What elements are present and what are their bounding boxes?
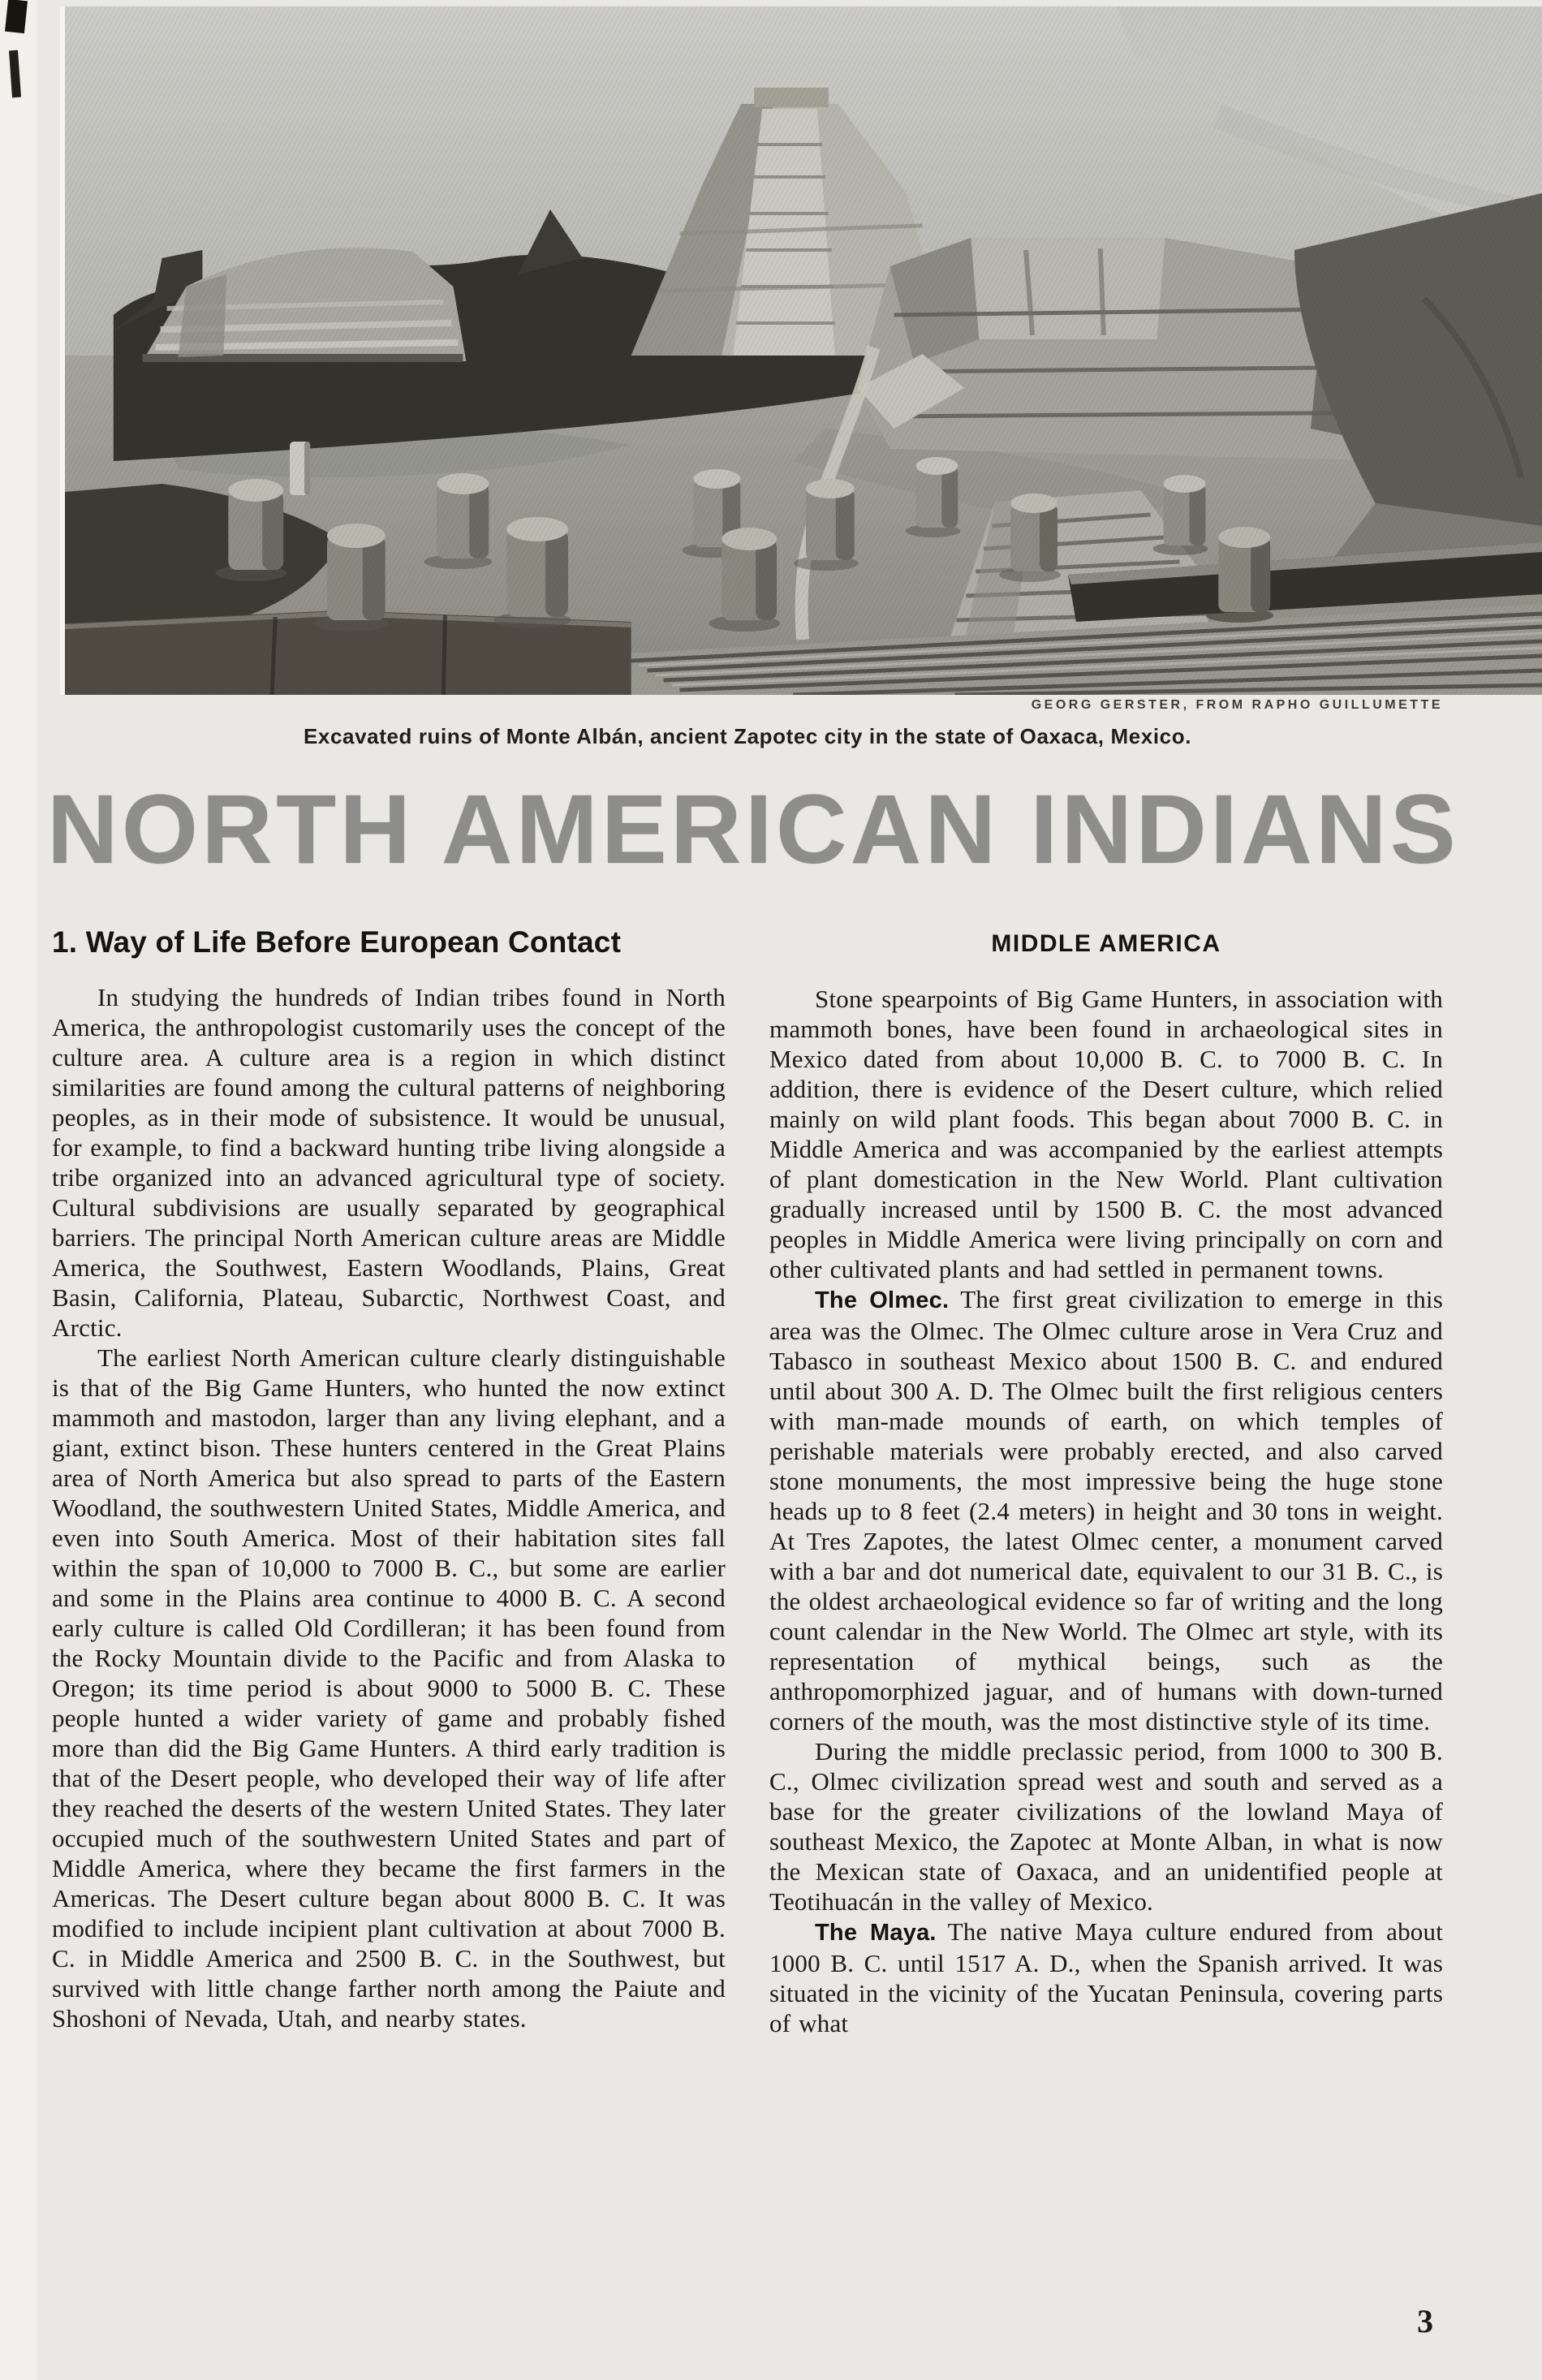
page-number: 3 <box>1417 2303 1433 2339</box>
monte-alban-photo <box>60 6 1542 695</box>
paragraph: The earliest North American culture clearly distinguishable is that of the Big Game Hunters, who hunted the now extinct mammoth and mastodon, larger than any living elephant, and a giant, extinct bison. These hunters centered in the Great Plains area of North America but also spread to parts of the Eastern Woodland, the southwestern United States, Middle America, and even into South America. Most of their habitation sites fall within the span of 10,000 to 7000 B. C., but some are earlier and some in the Plains area continue to 4000 B. C. A second early culture is called Old Cordilleran; it has been found from the Rocky Mountain divide to the Pacific and from Alaska to Oregon; its time period is about 9000 to 5000 B. C. These people hunted a wider variety of game and probably fished more than did the Big Game Hunters. A third early tradition is that of the Desert people, who developed their way of life after they reached the deserts of the western United States. They later occupied much of the southwestern United States and part of Middle America, where they became the first farmers in the Americas. The Desert culture began about 8000 B. C. It was modified to include incipient plant cultivation at about 7000 B. C. in Middle America and 2500 B. C. in the Southwest, but survived with little change farther north among the Paiute and Shoshoni of Nevada, Utah, and nearby states. <box>52 1343 726 2033</box>
paragraph-text: During the middle preclassic period, from 1000 to 300 B. C., Olmec civilization spread west and south and served as a base for the greater civilizations of the lowland Maya of southeast Mexico, the Zapotec at Monte Alban, in what is now the Mexican state of Oaxaca, and an unidentified people at Teotihuacán in the valley of Mexico. <box>769 1737 1443 1916</box>
photo-caption: Excavated ruins of Monte Albán, ancient Zapotec city in the state of Oaxaca, Mexico. <box>303 724 1192 748</box>
left-column <box>52 925 726 2038</box>
page-edge <box>0 0 37 2380</box>
paragraph-text: Stone spearpoints of Big Game Hunters, in association with mammoth bones, have been found in archaeological sites in Mexico dated from about 10,000 B. C. to 7000 B. C. In addition, there is evidence of the Desert culture, which relied mainly on wild plant foods. This began about 7000 B. C. in Middle America and was accompanied by the earliest attempts of plant domestication in the New World. Plant cultivation gradually increased until by 1500 B. C. the most advanced peoples in Middle America were living principally on corn and other cultivated plants and had settled in permanent towns. <box>769 985 1443 1283</box>
runin-heading: The Olmec. <box>815 1287 950 1313</box>
column-heading: MIDDLE AMERICA <box>991 930 1221 957</box>
paragraph <box>769 1917 1443 2038</box>
photo-credit: GEORG GERSTER, FROM RAPHO GUILLUMETTE <box>1031 698 1443 712</box>
paragraph-text: The native Maya culture endured from about 1000 B. C. until 1517 A. D., when the Spanish arrived. It was situated in the vicinity of the Yucatan Peninsula, covering parts of what <box>769 1917 1444 2037</box>
photo-halftone-overlay <box>65 6 1542 695</box>
paragraph: In studying the hundreds of Indian tribes found in North America, the anthropologist customarily uses the concept of the culture area. A culture area is a region in which distinct similarities are found among the cultural patterns of neighboring peoples, as in their mode of subsistence. It would be unusual, for example, to find a backward hunting tribe living alongside a tribe organized into an advanced agricultural type of society. Cultural subdivisions are usually separated by geographical barriers. The principal North American culture areas are Middle America, the Southwest, Eastern Woodlands, Plains, Great Basin, California, Plateau, Subarctic, Northwest Coast, and Arctic. <box>52 983 726 1342</box>
paragraph-text: The first great civilization to emerge in this area was the Olmec. The Olmec culture arose in Vera Cruz and Tabasco in southeast Mexico about 1500 B. C. and endured until about 300 A. D. The Olmec built the first religious centers with man-made mounds of earth, on which temples of perishable materials were probably erected, and also carved stone monuments, the most impressive being the huge stone heads up to 8 feet (2.4 meters) in height and 30 tons in weight. At Tres Zapotes, the latest Olmec center, a monument carved with a bar and dot numerical date, equivalent to our 31 B. C., is the oldest archaeological evidence so far of writing and the long count calendar in the New World. The Olmec art style, with its representation of mythical beings, such as the anthropomorphized jaguar, and of humans with down-turned corners of the mouth, was the most distinctive style of its time. <box>769 1285 1443 1735</box>
text-columns <box>52 925 1443 2038</box>
page-title: NORTH AMERICAN INDIANS <box>47 774 1459 885</box>
paragraph <box>769 984 1443 1284</box>
section-heading: 1. Way of Life Before European Contact <box>52 925 622 959</box>
film-mark <box>5 0 28 33</box>
right-column <box>769 925 1443 2038</box>
runin-heading: The Maya. <box>815 1920 937 1946</box>
paragraph <box>769 1736 1443 1917</box>
paragraph <box>769 1284 1443 1736</box>
